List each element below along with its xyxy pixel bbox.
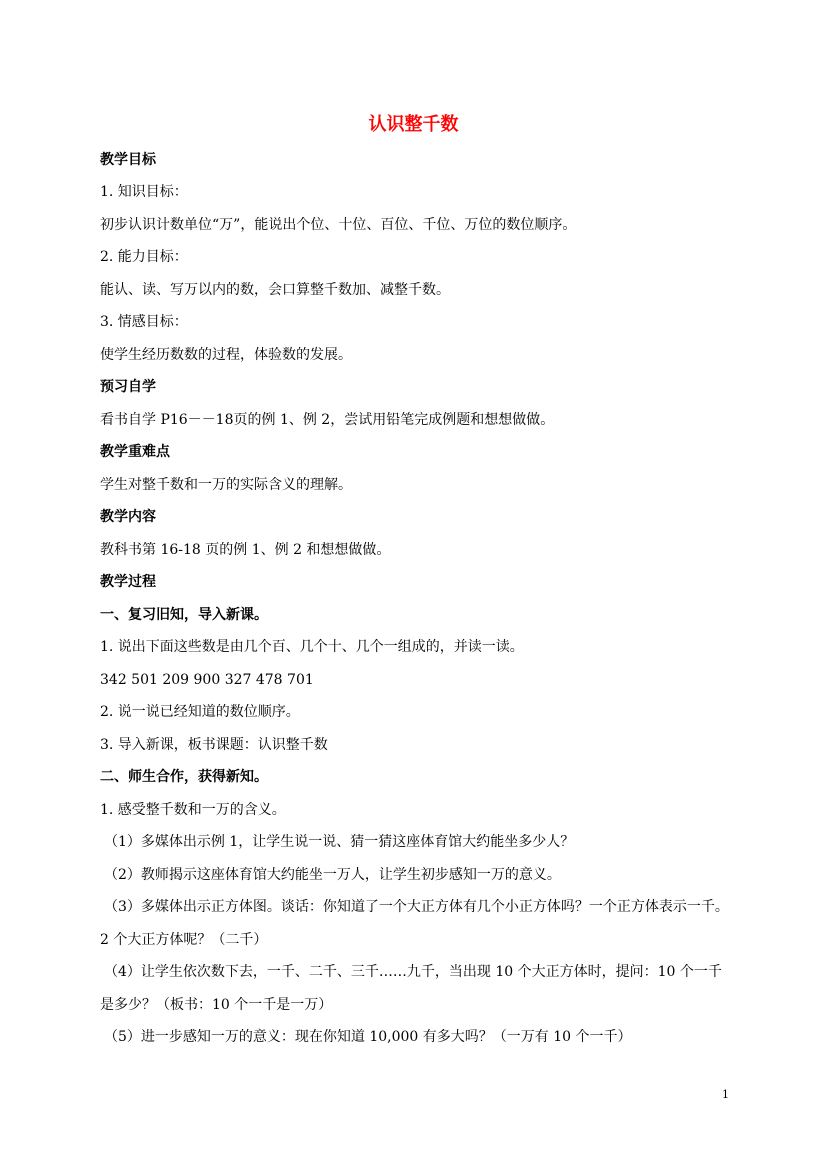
text-line: 1. 说出下面这些数是由几个百、几个十、几个一组成的，并读一读。 bbox=[100, 639, 524, 655]
text-line: 1. 感受整千数和一万的含义。 bbox=[100, 802, 286, 818]
page-number: 1 bbox=[722, 1088, 729, 1101]
text-line: 学生对整千数和一万的实际含义的理解。 bbox=[100, 477, 352, 493]
text-line: 使学生经历数数的过程，体验数的发展。 bbox=[100, 347, 352, 363]
text-line: 是多少？（板书：10 个一千是一万） bbox=[100, 997, 333, 1013]
text-line: 3. 导入新课，板书课题：认识整千数 bbox=[100, 737, 328, 753]
text-line: 看书自学 P16－－18页的例 1、例 2，尝试用铅笔完成例题和想想做做。 bbox=[100, 412, 555, 428]
text-line: 能认、读、写万以内的数，会口算整千数加、减整千数。 bbox=[100, 282, 450, 298]
heading-objectives: 教学目标 bbox=[100, 152, 156, 168]
text-line: （2）教师揭示这座体育馆大约能坐一万人，让学生初步感知一万的意义。 bbox=[104, 867, 561, 883]
heading-process: 教学过程 bbox=[100, 574, 156, 590]
section-heading-2: 二、师生合作，获得新知。 bbox=[100, 769, 268, 785]
text-line: 3. 情感目标： bbox=[100, 314, 188, 330]
text-line: 2. 能力目标： bbox=[100, 249, 188, 265]
text-line: 初步认识计数单位“万”，能说出个位、十位、百位、千位、万位的数位顺序。 bbox=[100, 217, 577, 233]
text-line: 2 个大正方体呢？（二千） bbox=[100, 932, 268, 948]
text-line: 教科书第 16-18 页的例 1、例 2 和想想做做。 bbox=[100, 542, 391, 558]
heading-content: 教学内容 bbox=[100, 509, 156, 525]
section-heading-1: 一、复习旧知，导入新课。 bbox=[100, 607, 268, 623]
text-line: （1）多媒体出示例 1，让学生说一说、猜一猜这座体育馆大约能坐多少人？ bbox=[104, 834, 575, 850]
document-title: 认识整千数 bbox=[368, 114, 459, 135]
text-line: （4）让学生依次数下去，一千、二千、三千……九千，当出现 10 个大正方体时，提问：10 个一千 bbox=[104, 964, 722, 980]
heading-key-points: 教学重难点 bbox=[100, 444, 170, 460]
number-list: 342 501 209 900 327 478 701 bbox=[100, 672, 314, 688]
text-line: （3）多媒体出示正方体图。谈话：你知道了一个大正方体有几个小正方体吗？一个正方体表示一千。 bbox=[104, 899, 729, 915]
text-line: 1. 知识目标： bbox=[100, 184, 188, 200]
heading-preview: 预习自学 bbox=[100, 379, 156, 395]
text-line: 2. 说一说已经知道的数位顺序。 bbox=[100, 704, 300, 720]
text-line: （5）进一步感知一万的意义：现在你知道 10,000 有多大吗？（一万有 10 个一千） bbox=[104, 1029, 632, 1045]
